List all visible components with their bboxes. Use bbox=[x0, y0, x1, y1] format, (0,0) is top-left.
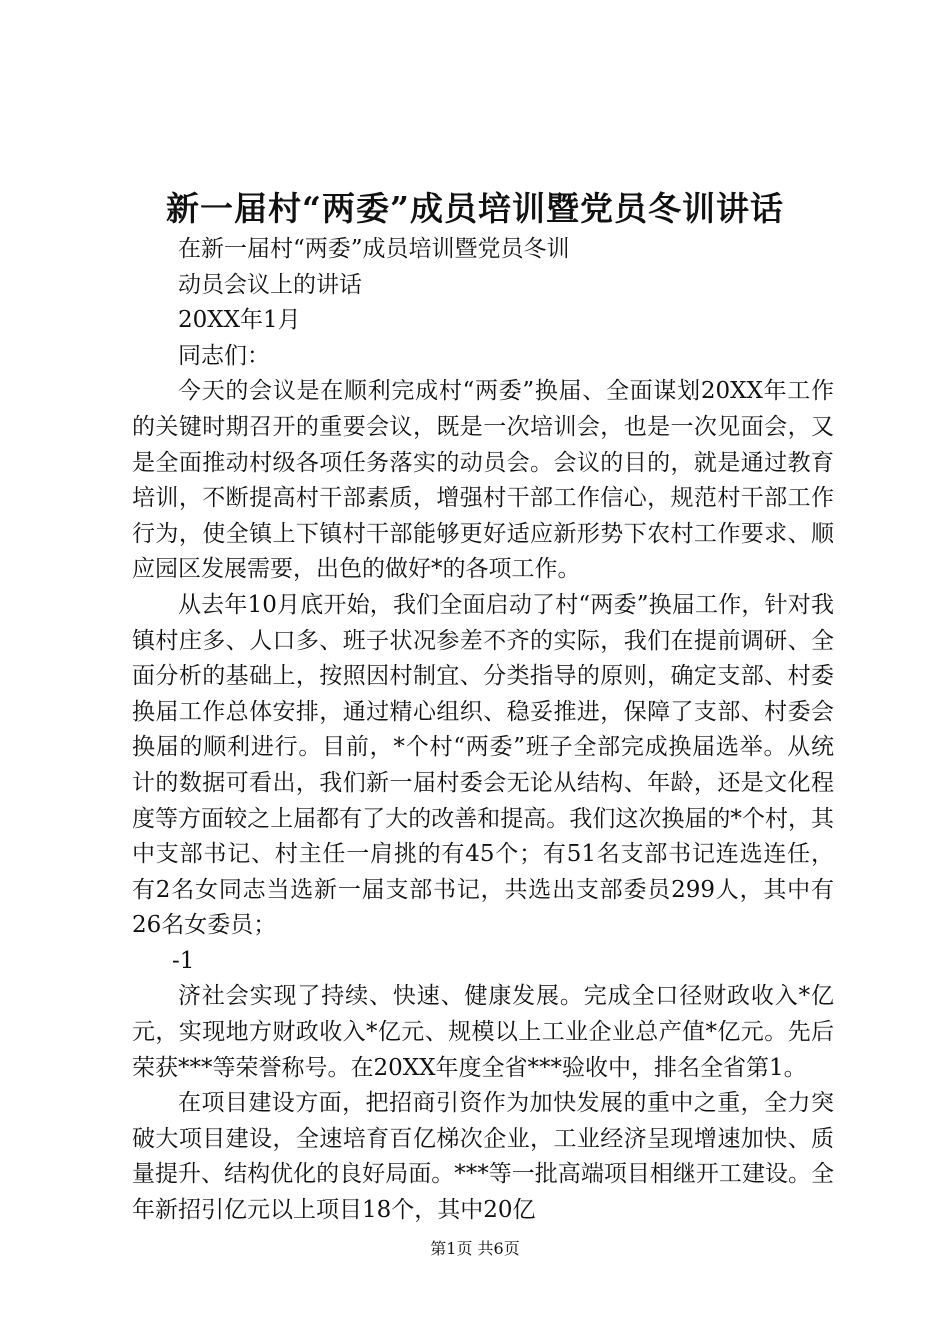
document-title: 新一届村“两委”成员培训暨党员冬训讲话 bbox=[166, 189, 784, 228]
subtitle-line-2: 动员会议上的讲话 bbox=[178, 271, 362, 298]
page-marker: -1 bbox=[172, 947, 195, 974]
body-paragraph: 在项目建设方面，把招商引资作为加快发展的重中之重，全力突破大项目建设，全速培育百亿梯次企业，工业经济呈现增速加快、质量提升、结构优化的良好局面。***等一批高端项目相继开工建设。全年新招引亿元以上项目18个，其中20亿 bbox=[132, 1090, 834, 1224]
page-footer: 第1页 共6页 bbox=[430, 1239, 520, 1258]
body-paragraph: 济社会实现了持续、快速、健康发展。完成全口径财政收入*亿元，实现地方财政收入*亿元、规模以上工业企业总产值*亿元。先后荣获***等荣誉称号。在20XX年度全省***验收中，排名全省第1。 bbox=[132, 983, 834, 1081]
body-paragraph: 从去年10月底开始，我们全面启动了村“两委”换届工作，针对我镇村庄多、人口多、班子状况参差不齐的实际，我们在提前调研、全面分析的基础上，按照因村制宜、分类指导的原则，确定支部、村委换届工作总体安排，通过精心组织、稳妥推进，保障了支部、村委会换届的顺利进行。目前，*个村“两委”班子全部完成换届选举。从统计的数据可看出，我们新一届村委会无论从结构、年龄，还是文化程度等方面较之上届都有了大的改善和提高。我们这次换届的*个村，其中支部书记、村主任一肩挑的有45个；有51名支部书记连选连任，有2名女同志当选新一届支部书记，共选出支部委员299人，其中有26名女委员； bbox=[132, 591, 834, 939]
body-paragraph: 今天的会议是在顺利完成村“两委”换届、全面谋划20XX年工作的关键时期召开的重要会议，既是一次培训会，也是一次见面会，又是全面推动村级各项任务落实的动员会。会议的目的，就是通过教育培训，不断提高村干部素质，增强村干部工作信心，规范村干部工作行为，使全镇上下镇村干部能够更好适应新形势下农村工作要求、顺应园区发展需要，出色的做好*的各项工作。 bbox=[132, 378, 834, 583]
subtitle-line-1: 在新一届村“两委”成员培训暨党员冬训 bbox=[178, 236, 570, 262]
salutation: 同志们： bbox=[178, 342, 270, 369]
document-date: 20XX年1月 bbox=[178, 307, 301, 334]
document-body bbox=[132, 232, 834, 1229]
